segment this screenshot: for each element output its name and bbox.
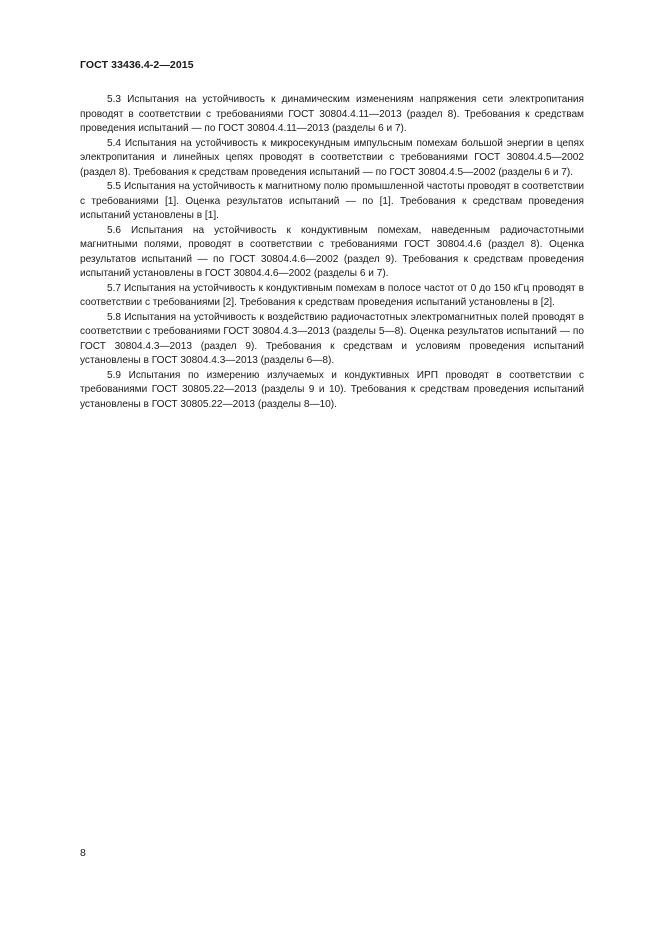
page-number: 8	[80, 847, 86, 859]
paragraph-5-8: 5.8 Испытания на устойчивость к воздействию радиочастотных электромагнитных полей проводят в соответствии с требованиями ГОСТ 30804.4.3—2013 (разделы 5—8). Оценка результатов испытаний — по ГОСТ 30804.4.3—2013 (раздел 9). Требования к средствам и условиям проведения испытаний установлены в ГОСТ 30804.4.3—2013 (разделы 6—8).	[80, 311, 584, 366]
paragraph-5-5: 5.5 Испытания на устойчивость к магнитному полю промышленной частоты проводят в соответствии с требованиями [1]. Оценка результатов испытаний — по [1]. Требования к средствам проведения испытаний установлены в [1].	[80, 181, 584, 221]
standard-code-header: ГОСТ 33436.4-2—2015	[80, 59, 194, 71]
paragraph-5-3: 5.3 Испытания на устойчивость к динамическим изменениям напряжения сети электропитания проводят в соответствии с требованиями ГОСТ 30804.4.11—2013 (раздел 8). Требования к средствам проведения испытаний — по ГОСТ 30804.4.11—2013 (разделы 6 и 7).	[80, 94, 584, 134]
paragraph-5-7: 5.7 Испытания на устойчивость к кондуктивным помехам в полосе частот от 0 до 150 кГц проводят в соответствии с требованиями [2]. Требования к средствам проведения испытаний установлены в [2].	[80, 282, 584, 308]
paragraph-5-6: 5.6 Испытания на устойчивость к кондуктивным помехам, наведенным радиочастотными магнитными полями, проводят в соответствии с требованиями ГОСТ 30804.4.6 (раздел 8). Оценка результатов испытаний — по ГОСТ 30804.4.6—2002 (раздел 9). Требования к средствам проведения испытаний установлены в ГОСТ 30804.4.6—2002 (разделы 6 и 7).	[80, 224, 584, 279]
paragraph-5-9: 5.9 Испытания по измерению излучаемых и кондуктивных ИРП проводят в соответствии с требованиями ГОСТ 30805.22—2013 (разделы 9 и 10). Требования к средствам проведения испытаний установлены в ГОСТ 30805.22—2013 (разделы 8—10).	[80, 369, 584, 410]
document-body	[80, 93, 584, 412]
paragraph-5-4: 5.4 Испытания на устойчивость к микросекундным импульсным помехам большой энергии в цепях электропитания и линейных цепях проводят в соответствии с требованиями ГОСТ 30804.4.5—2002 (раздел 8). Требования к средствам проведения испытаний — по ГОСТ 30804.4.5—2002 (разделы 6 и 7).	[80, 137, 584, 178]
